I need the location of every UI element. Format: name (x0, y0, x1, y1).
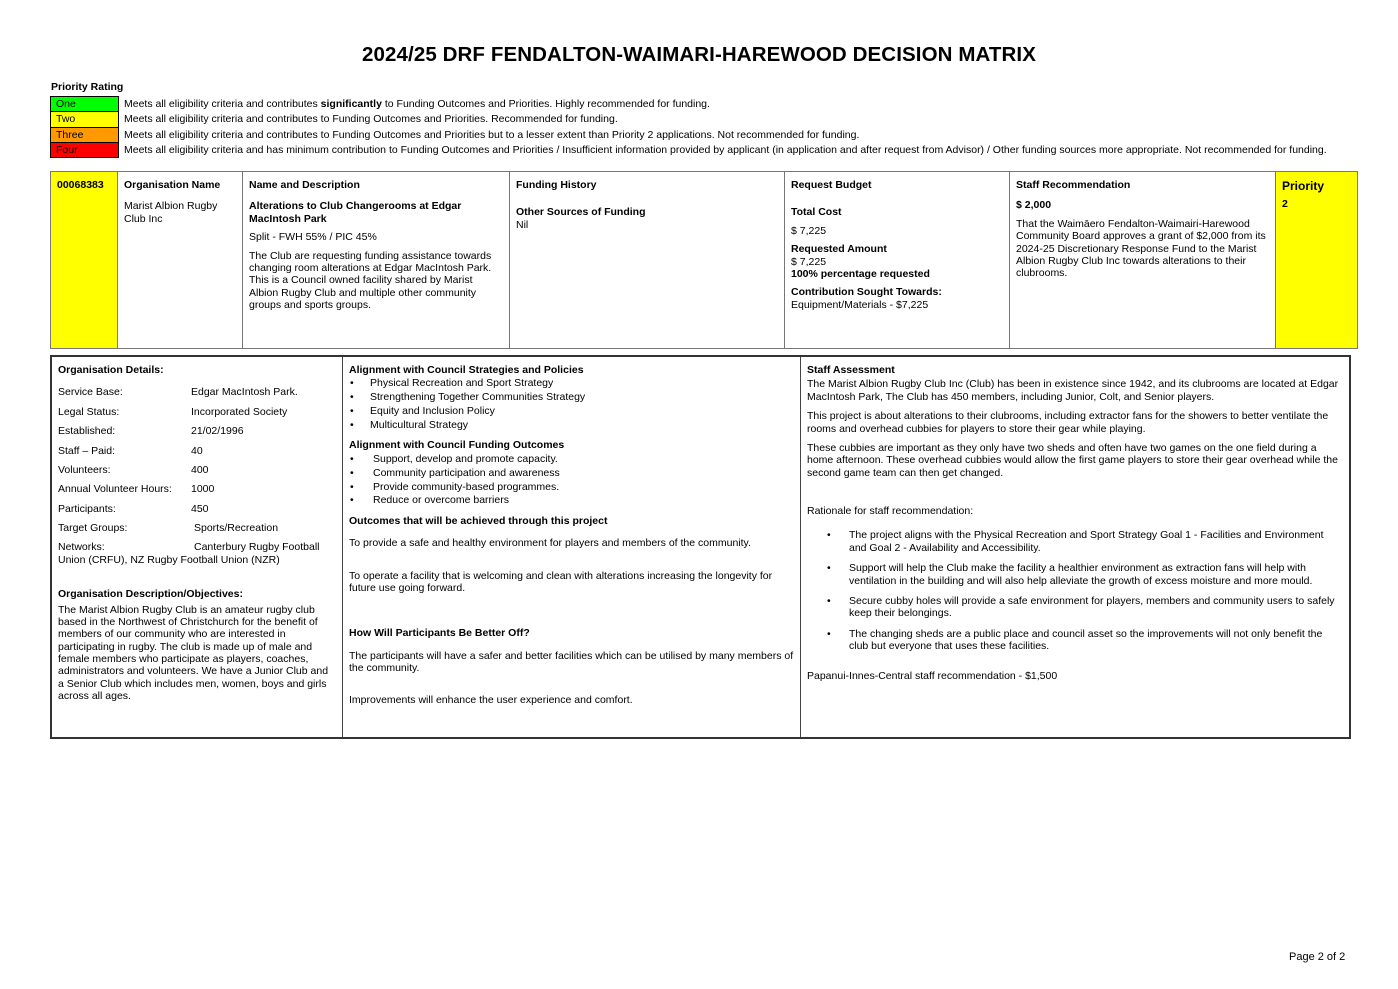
org-detail-row: Staff – Paid: 40 (58, 444, 203, 457)
priority-heading: Priority (1282, 179, 1325, 193)
application-id: 00068383 (57, 179, 104, 191)
better-off-1: The participants will have a safer and better facilities which can be utilised by many members of the community. (349, 649, 794, 674)
better-off-heading: How Will Participants Be Better Off? (349, 627, 530, 640)
recommendation-text: That the Waimāero Fendalton-Waimairi-Harewood Community Board approves a grant of $2,000 from its 2024-25 Discretionary Response Fund to the Marist Albion Rugby Club Inc towards alterations to their clubrooms. (1016, 217, 1266, 280)
org-detail-row: Participants: 450 (58, 502, 209, 515)
priority-cell (1276, 172, 1358, 349)
percentage-requested: 100% percentage requested (791, 267, 930, 280)
outcome-achieved-2: To operate a facility that is welcoming and clean with alterations increasing the longevity for future use going forward. (349, 569, 773, 594)
org-detail-row: Annual Volunteer Hours: 1000 (58, 483, 215, 496)
list-item: • Support, develop and promote capacity. (349, 453, 794, 465)
requested-amount-value: $ 7,225 (791, 255, 827, 268)
list-item: • Support will help the Club make the facility a healthier environment as extraction fans will help with ventilation in the building and will also help alleviate the growth of excess moisture and more mould. (807, 562, 1343, 587)
priority-rating-legend (50, 96, 1327, 158)
assessment-paragraph-3: These cubbies are important as they only have two sheds and often have two games on the one field during a home afternoon. These overhead cubbies would allow the first game players to store their gear overhead while the second game team can then get changed. (807, 441, 1338, 479)
application-id-cell (51, 172, 118, 349)
priority-level-row (51, 112, 1327, 127)
strategies-heading: Alignment with Council Strategies and Policies (349, 364, 584, 376)
org-description: The Marist Albion Rugby Club is an amateur rugby club based in the Northwest of Christchurch for the benefit of members of our community who are interested in participating in rugby. The club is made up of male and female members who participate as players, coaches, administrators and volunteers. We have a Junior Club and a Senior Club which includes men, women, boys and girls across all ages. (58, 603, 329, 703)
rationale-heading: Rationale for staff recommendation: (807, 505, 974, 517)
total-cost-value: $ 7,225 (791, 224, 827, 237)
list-item: • The project aligns with the Physical Recreation and Sport Strategy Goal 1 - Facilities and Environment and Goal 2 - Availability and Accessibility. (807, 529, 1343, 554)
request-budget-cell (785, 172, 1010, 349)
staff-recommendation-cell (1010, 172, 1276, 349)
org-detail-row: Established: 21/02/1996 (58, 425, 244, 438)
contribution-sought-value: Equipment/Materials - $7,225 (791, 298, 929, 311)
org-detail-row: Volunteers: 400 (58, 463, 209, 476)
contribution-sought-label: Contribution Sought Towards: (791, 286, 942, 299)
list-item: • Reduce or overcome barriers (349, 494, 794, 506)
total-cost-label: Total Cost (791, 206, 842, 219)
org-networks: Networks: Canterbury Rugby Football Union (CRFU), NZ Rugby Football Union (NZR) (58, 541, 320, 566)
strategies-list (349, 377, 794, 431)
priority-level-desc: Meets all eligibility criteria and contributes to Funding Outcomes and Priorities. Recommended for funding. (124, 113, 618, 126)
list-item: • Physical Recreation and Sport Strategy (349, 377, 794, 389)
priority-level-three: Three (51, 127, 119, 142)
org-detail-row: Target Groups: Sports/Recreation (58, 522, 279, 534)
better-off-2: Improvements will enhance the user experience and comfort. (349, 694, 633, 707)
request-budget-heading: Request Budget (791, 179, 872, 191)
other-funding-heading: Other Sources of Funding (516, 206, 646, 219)
page-number: Page 2 of 2 (1289, 951, 1346, 963)
other-funding-value: Nil (516, 218, 529, 231)
name-description-cell (243, 172, 510, 349)
project-description: The Club are requesting funding assistance towards changing room alterations at Edgar MacIntosh Park. This is a Council owned facility shared by Marist Albion Rugby Club and multiple other community groups and sports groups. (249, 249, 492, 311)
requested-amount-label: Requested Amount (791, 243, 887, 256)
organisation-cell (118, 172, 243, 349)
list-item: • Multicultural Strategy (349, 419, 794, 431)
outcome-achieved-1: To provide a safe and healthy environment for players and members of the community. (349, 537, 751, 550)
organisation-details-column (52, 357, 343, 737)
priority-level-desc: Meets all eligibility criteria and contributes significantly to Funding Outcomes and Priorities. Highly recommended for funding. (124, 97, 710, 110)
list-item: • Strengthening Together Communities Strategy (349, 391, 794, 403)
assessment-panel (50, 355, 1351, 739)
staff-assessment-heading: Staff Assessment (807, 364, 895, 376)
funding-outcomes-list (349, 453, 794, 507)
list-item: • The changing sheds are a public place and council asset so the improvements will not only benefit the club but everyone that uses these facilities. (807, 628, 1343, 653)
priority-level-row (51, 127, 1327, 142)
funding-history-cell (510, 172, 785, 349)
priority-level-desc: Meets all eligibility criteria and contributes to Funding Outcomes and Priorities but to a lesser extent than Priority 2 applications. Not recommended for funding. (124, 128, 860, 141)
staff-recommendation-heading: Staff Recommendation (1016, 179, 1131, 191)
priority-level-two: Two (51, 112, 119, 127)
list-item: • Secure cubby holes will provide a safe environment for players, members and community users to safely keep their belongings. (807, 595, 1343, 620)
recommended-amount: $ 2,000 (1016, 199, 1052, 212)
application-summary-table (50, 171, 1358, 349)
funding-history-heading: Funding History (516, 179, 597, 191)
priority-level-desc: Meets all eligibility criteria and has minimum contribution to Funding Outcomes and Priorities / Insufficient information provided by applicant (in application and after request from Advisor) / Other funding sources more appropriate. Not recommended for funding. (124, 143, 1327, 156)
priority-rating-heading: Priority Rating (51, 81, 124, 93)
org-description-heading: Organisation Description/Objectives: (58, 588, 243, 601)
org-details-heading: Organisation Details: (58, 364, 164, 376)
priority-level-four: Four (51, 142, 119, 157)
assessment-paragraph-1: The Marist Albion Rugby Club Inc (Club) has been in existence since 1942, and its clubrooms are located at Edgar MacIntosh Park, The Club has 450 members, including Junior, Colt, and Senior players. (807, 378, 1339, 403)
org-detail-row: Service Base: Edgar MacIntosh Park. (58, 386, 298, 399)
list-item: • Equity and Inclusion Policy (349, 405, 794, 417)
organisation-name: Marist Albion Rugby Club Inc (124, 200, 218, 225)
assessment-paragraph-2: This project is about alterations to their clubrooms, including extractor fans for the showers to better ventilate the rooms and overhead cubbies for players to store their gear while playing. (807, 410, 1329, 435)
staff-assessment-column (801, 357, 1349, 737)
priority-level-row (51, 142, 1327, 157)
priority-level-row (51, 97, 1327, 112)
other-board-recommendation: Papanui-Innes-Central staff recommendation - $1,500 (807, 670, 1058, 683)
list-item: • Community participation and awareness (349, 467, 794, 479)
page-title: 2024/25 DRF FENDALTON-WAIMARI-HAREWOOD DECISION MATRIX (362, 43, 1036, 66)
list-item: • Provide community-based programmes. (349, 481, 794, 493)
project-title: Alterations to Club Changerooms at Edgar MacIntosh Park (249, 200, 462, 225)
rationale-list (807, 529, 1343, 652)
priority-value: 2 (1282, 198, 1288, 211)
organisation-name-heading: Organisation Name (124, 179, 221, 191)
name-description-heading: Name and Description (249, 179, 360, 191)
funding-split: Split - FWH 55% / PIC 45% (249, 231, 377, 244)
funding-outcomes-heading: Alignment with Council Funding Outcomes (349, 439, 565, 452)
org-detail-row: Legal Status: Incorporated Society (58, 405, 288, 418)
outcomes-achieved-heading: Outcomes that will be achieved through this project (349, 514, 608, 527)
priority-level-one: One (51, 97, 119, 112)
alignment-column (343, 357, 801, 737)
